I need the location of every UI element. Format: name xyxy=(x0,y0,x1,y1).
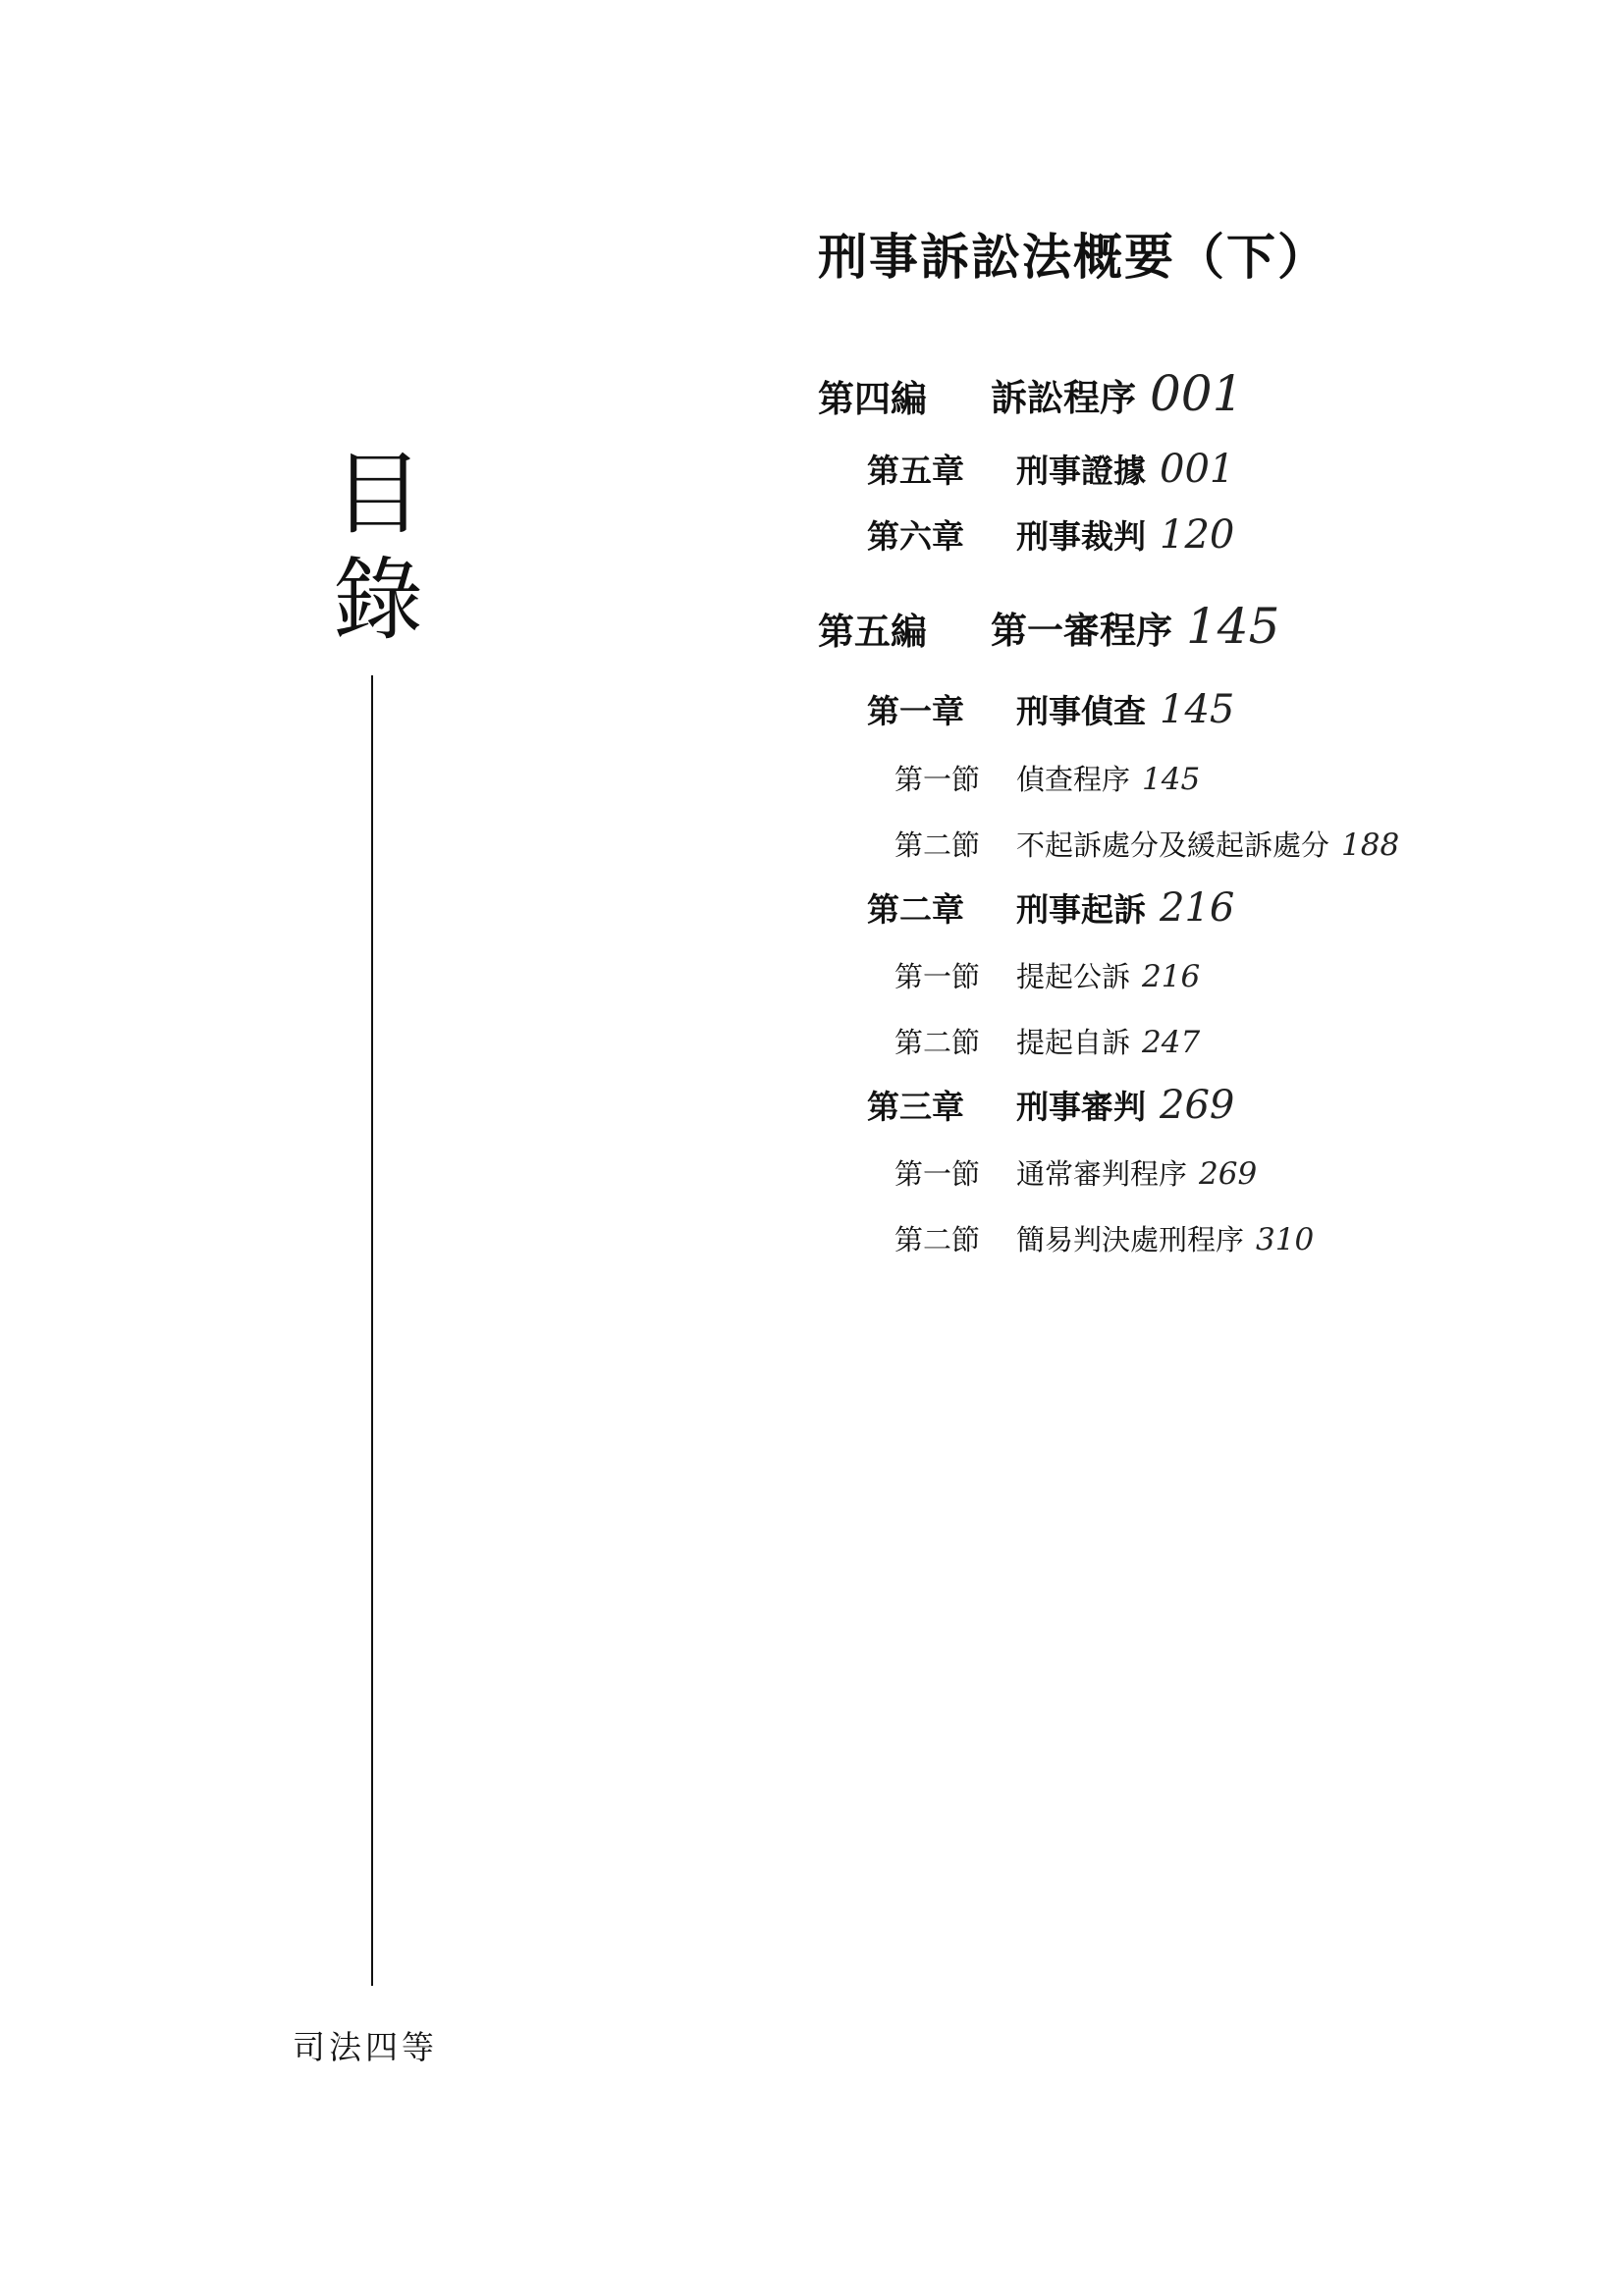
entry-number: 第五編 xyxy=(818,611,927,653)
entry-title: 訴訟程序 xyxy=(991,377,1136,419)
entry-page: 310 xyxy=(1256,1222,1315,1257)
entry-title: 第一審程序 xyxy=(991,610,1172,652)
footer-label: 司法四等 xyxy=(293,2028,438,2066)
entry-page: 001 xyxy=(1160,447,1235,492)
entry-title: 偵查程序 xyxy=(1016,763,1131,796)
toc-heading-char: 錄 xyxy=(332,548,423,653)
entry-number: 第二節 xyxy=(894,1223,981,1256)
entry-title: 刑事審判 xyxy=(1016,1088,1146,1126)
entry-title: 簡易判決處刑程序 xyxy=(1016,1223,1245,1256)
entry-number: 第四編 xyxy=(818,378,927,420)
entry-title: 通常審判程序 xyxy=(1016,1157,1188,1191)
entry-number: 第二章 xyxy=(867,890,964,929)
entry-page: 269 xyxy=(1160,1083,1235,1128)
entry-title: 刑事裁判 xyxy=(1016,517,1146,556)
book-title: 刑事訴訟法概要（下） xyxy=(818,228,1328,286)
entry-title: 提起公訴 xyxy=(1016,960,1131,993)
entry-title: 提起自訴 xyxy=(1016,1026,1131,1059)
entry-number: 第六章 xyxy=(867,517,964,556)
entry-number: 第二節 xyxy=(894,828,981,862)
entry-number: 第一節 xyxy=(894,763,981,796)
entry-title: 刑事證據 xyxy=(1016,452,1146,490)
entry-page: 145 xyxy=(1186,598,1280,655)
entry-page: 145 xyxy=(1160,687,1235,732)
entry-number: 第二節 xyxy=(894,1026,981,1059)
entry-number: 第一章 xyxy=(867,692,964,730)
entry-number: 第五章 xyxy=(867,452,964,490)
entry-number: 第一節 xyxy=(894,960,981,993)
entry-page: 269 xyxy=(1199,1156,1258,1192)
entry-page: 247 xyxy=(1142,1025,1201,1060)
entry-page: 001 xyxy=(1150,365,1244,422)
entry-number: 第三章 xyxy=(867,1088,964,1126)
entry-page: 145 xyxy=(1142,762,1201,797)
entry-title: 刑事偵查 xyxy=(1016,692,1146,730)
toc-heading-char: 目 xyxy=(332,442,423,547)
entry-title: 刑事起訴 xyxy=(1016,890,1146,929)
entry-page: 216 xyxy=(1160,885,1235,931)
entry-page: 120 xyxy=(1160,512,1235,558)
entry-number: 第一節 xyxy=(894,1157,981,1191)
entry-page: 188 xyxy=(1341,828,1400,863)
entry-page: 216 xyxy=(1142,959,1201,994)
entry-title: 不起訴處分及緩起訴處分 xyxy=(1016,828,1330,862)
